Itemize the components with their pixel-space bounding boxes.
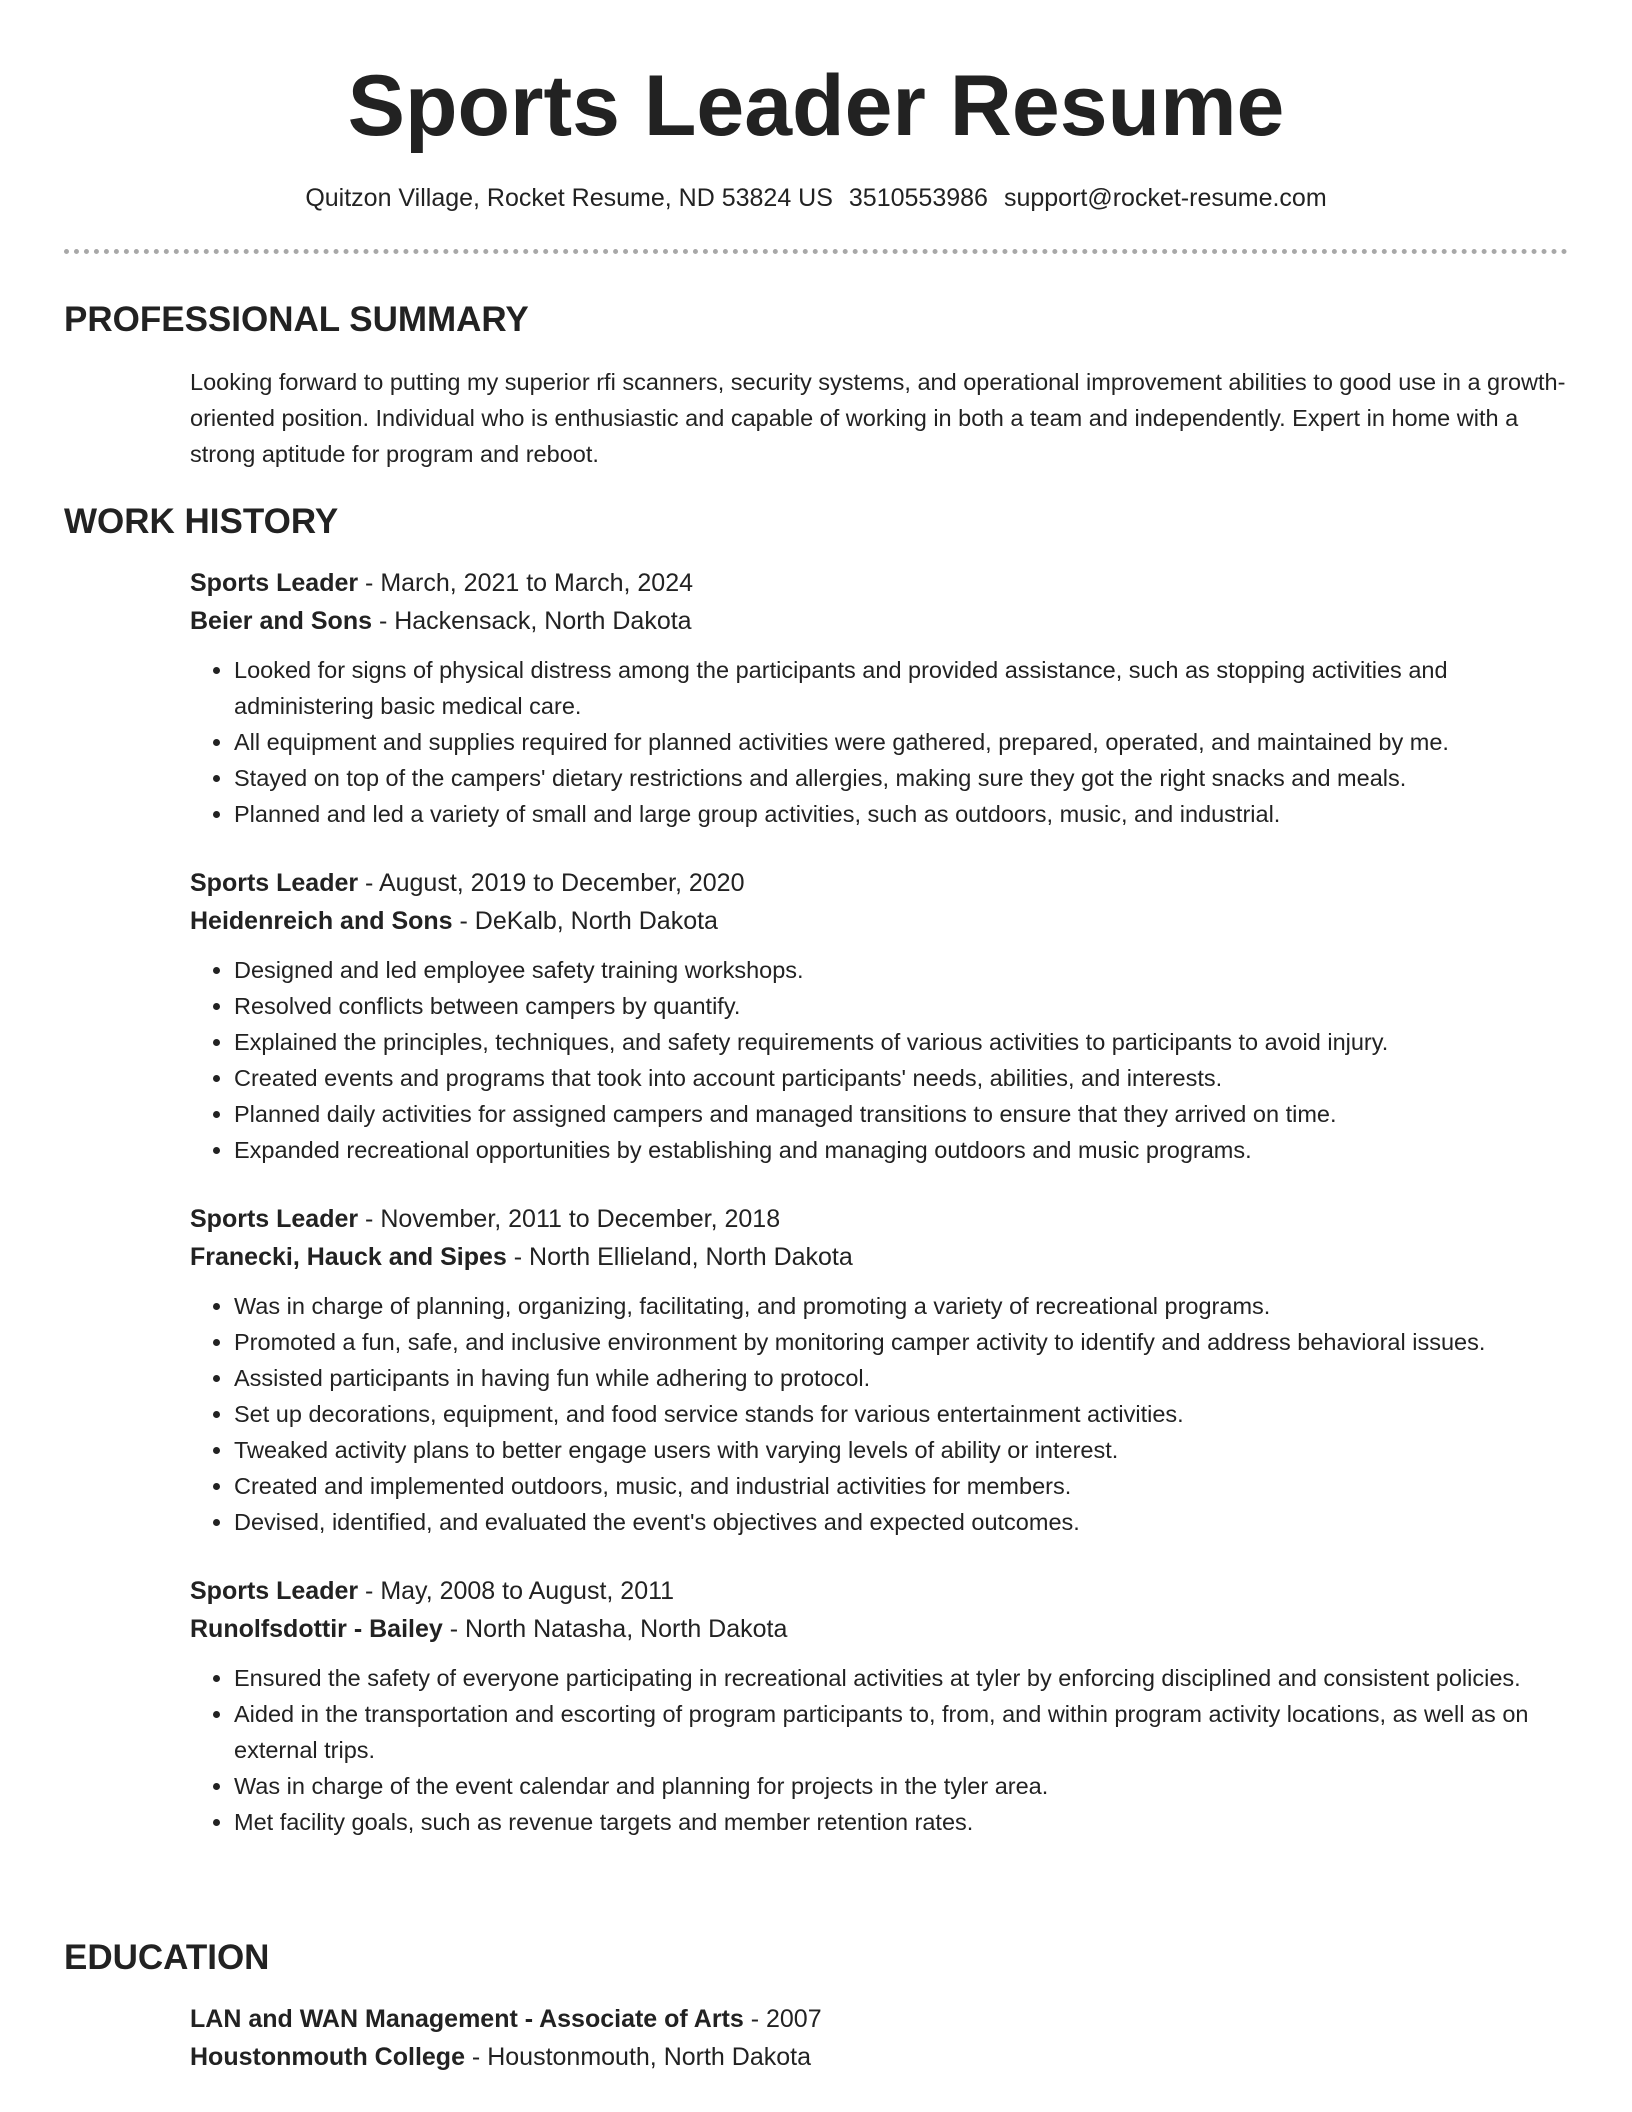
job-bullet: • Devised, identified, and evaluated the event's objectives and expected outcomes. xyxy=(234,1504,1574,1540)
contact-phone: 3510553986 xyxy=(848,184,988,212)
job-company: Franecki, Hauck and Sipes xyxy=(190,1243,507,1271)
job-bullet: • Looked for signs of physical distress among the participants and provided assistance, such as stopping activities and administering basic medical care. xyxy=(234,652,1574,724)
job-bullet: • Explained the principles, techniques, and safety requirements of various activities to participants to avoid injury. xyxy=(234,1024,1574,1060)
education-location: - Houstonmouth, North Dakota xyxy=(464,2043,811,2071)
job-bullet: • Assisted participants in having fun while adhering to protocol. xyxy=(234,1360,1574,1396)
job-bullet: • Promoted a fun, safe, and inclusive environment by monitoring camper activity to identify and address behavioral issues. xyxy=(234,1324,1574,1360)
job-company: Beier and Sons xyxy=(190,607,372,635)
contact-address: Quitzon Village, Rocket Resume, ND 53824 US xyxy=(305,184,833,212)
job-bullet: • All equipment and supplies required for planned activities were gathered, prepared, operated, and maintained by me. xyxy=(234,724,1574,760)
summary-section xyxy=(64,298,1568,472)
job-location: - Hackensack, North Dakota xyxy=(372,607,692,635)
job-title-line xyxy=(190,1200,1568,1238)
job-bullet: • Set up decorations, equipment, and food service stands for various entertainment activities. xyxy=(234,1396,1574,1432)
education-school: Houstonmouth College xyxy=(190,2043,465,2071)
job-bullets xyxy=(190,1288,1574,1540)
job-dates: - August, 2019 to December, 2020 xyxy=(358,869,745,897)
job-location: - DeKalb, North Dakota xyxy=(452,907,718,935)
job-bullet: • Stayed on top of the campers' dietary restrictions and allergies, making sure they got the right snacks and meals. xyxy=(234,760,1574,796)
job-dates: - March, 2021 to March, 2024 xyxy=(358,569,693,597)
job-dates: - November, 2011 to December, 2018 xyxy=(358,1205,781,1233)
job-bullet: • Resolved conflicts between campers by quantify. xyxy=(234,988,1574,1024)
header-divider xyxy=(64,249,1568,254)
job-title-line xyxy=(190,1572,1568,1610)
job-bullet: • Designed and led employee safety training workshops. xyxy=(234,952,1574,988)
job-bullet: • Ensured the safety of everyone participating in recreational activities at tyler by enforcing disciplined and consistent policies. xyxy=(234,1660,1574,1696)
job-company-line xyxy=(190,602,1568,640)
education-year: - 2007 xyxy=(743,2005,822,2033)
job-title: Sports Leader xyxy=(190,869,359,897)
job-bullet: • Created and implemented outdoors, music, and industrial activities for members. xyxy=(234,1468,1574,1504)
job-location: - North Natasha, North Dakota xyxy=(442,1615,788,1643)
work-history-section xyxy=(64,500,1568,1840)
job-entry xyxy=(190,864,1568,1168)
job-entry xyxy=(190,1572,1568,1840)
education-degree-line xyxy=(190,2000,1568,2038)
job-bullets xyxy=(190,1660,1574,1840)
job-dates: - May, 2008 to August, 2011 xyxy=(358,1577,675,1605)
contact-email: support@rocket-resume.com xyxy=(1003,184,1327,212)
job-bullet: • Was in charge of the event calendar and planning for projects in the tyler area. xyxy=(234,1768,1574,1804)
job-company-line xyxy=(190,902,1568,940)
job-bullet: • Tweaked activity plans to better engage users with varying levels of ability or interest. xyxy=(234,1432,1574,1468)
job-bullets xyxy=(190,652,1574,832)
job-bullet: • Aided in the transportation and escorting of program participants to, from, and within program activity locations, as well as on external trips. xyxy=(234,1696,1574,1768)
job-bullet: • Planned and led a variety of small and large group activities, such as outdoors, music, and industrial. xyxy=(234,796,1574,832)
job-company: Heidenreich and Sons xyxy=(190,907,453,935)
summary-heading: PROFESSIONAL SUMMARY xyxy=(64,300,529,339)
job-title-line xyxy=(190,564,1568,602)
job-title: Sports Leader xyxy=(190,1205,359,1233)
job-bullets xyxy=(190,952,1574,1168)
job-entry xyxy=(190,564,1568,832)
job-bullet: • Met facility goals, such as revenue targets and member retention rates. xyxy=(234,1804,1574,1840)
education-heading: EDUCATION xyxy=(64,1938,270,1977)
job-title-line xyxy=(190,864,1568,902)
contact-line xyxy=(0,180,1632,216)
job-bullet: • Was in charge of planning, organizing, facilitating, and promoting a variety of recreational programs. xyxy=(234,1288,1574,1324)
job-company-line xyxy=(190,1610,1568,1648)
resume-title: Sports Leader Resume xyxy=(347,58,1285,154)
job-company: Runolfsdottir - Bailey xyxy=(190,1615,443,1643)
work-history-heading: WORK HISTORY xyxy=(64,502,339,541)
job-bullet: • Planned daily activities for assigned campers and managed transitions to ensure that they arrived on time. xyxy=(234,1096,1574,1132)
education-degree: LAN and WAN Management - Associate of Arts xyxy=(190,2005,744,2033)
job-title: Sports Leader xyxy=(190,1577,359,1605)
job-company-line xyxy=(190,1238,1568,1276)
education-section xyxy=(64,1936,1568,2076)
job-bullet: • Expanded recreational opportunities by establishing and managing outdoors and music programs. xyxy=(234,1132,1574,1168)
education-school-line xyxy=(190,2038,1568,2076)
job-title: Sports Leader xyxy=(190,569,359,597)
job-entry xyxy=(190,1200,1568,1540)
summary-text: Looking forward to putting my superior rfi scanners, security systems, and operational improvement abilities to good use in a growth-oriented position. Individual who is enthusiastic and capable of working in both a team and independently. Expert in home with a strong aptitude for program and reboot. xyxy=(190,369,1566,467)
job-bullet: • Created events and programs that took into account participants' needs, abilities, and interests. xyxy=(234,1060,1574,1096)
job-location: - North Ellieland, North Dakota xyxy=(506,1243,853,1271)
